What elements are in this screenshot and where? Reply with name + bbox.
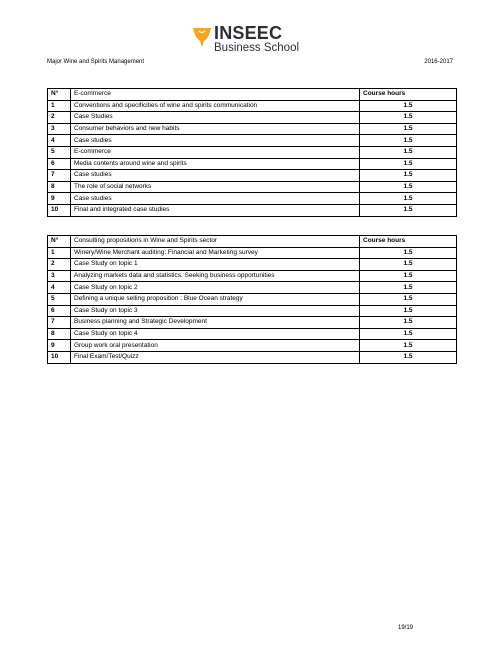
row-number: 9 — [48, 193, 71, 205]
row-topic: Conventions and specificities of wine and spirits communication — [71, 100, 360, 112]
row-topic: Case Study on topic 4 — [71, 328, 360, 340]
row-number: 3 — [48, 123, 71, 135]
page-number: 19/19 — [398, 625, 414, 631]
row-topic: Case Study on topic 3 — [71, 305, 360, 317]
row-hours: 1.5 — [360, 340, 457, 352]
column-header-number: N° — [48, 236, 71, 248]
table-row — [48, 135, 457, 147]
table-row — [48, 193, 457, 205]
row-number: 6 — [48, 305, 71, 317]
row-hours: 1.5 — [360, 293, 457, 305]
row-hours: 1.5 — [360, 123, 457, 135]
inseec-logo — [190, 23, 315, 56]
row-hours: 1.5 — [360, 328, 457, 340]
row-topic: Consumer behaviors and new habits — [71, 123, 360, 135]
column-header-number: N° — [48, 89, 71, 101]
table-row — [48, 305, 457, 317]
row-hours: 1.5 — [360, 181, 457, 193]
table-row — [48, 247, 457, 259]
table-row — [48, 270, 457, 282]
row-hours: 1.5 — [360, 170, 457, 182]
table-row — [48, 340, 457, 352]
table-row — [48, 259, 457, 271]
row-topic: Defining a unique selling proposition : Blue Ocean strategy — [71, 293, 360, 305]
column-header-topic: E-commerce — [71, 89, 360, 101]
row-number: 7 — [48, 170, 71, 182]
table-row — [48, 282, 457, 294]
row-number: 2 — [48, 112, 71, 124]
logo-title: INSEEC — [214, 23, 283, 43]
row-hours: 1.5 — [360, 193, 457, 205]
row-number: 4 — [48, 135, 71, 147]
row-topic: Final Exam/Test/Quizz — [71, 351, 360, 363]
row-hours: 1.5 — [360, 146, 457, 158]
table-row — [48, 170, 457, 182]
row-number: 2 — [48, 259, 71, 271]
row-number: 5 — [48, 146, 71, 158]
row-hours: 1.5 — [360, 317, 457, 329]
row-number: 6 — [48, 158, 71, 170]
row-topic: Analyzing markets data and statistics. Seeking business opportunities — [71, 270, 360, 282]
row-hours: 1.5 — [360, 135, 457, 147]
column-header-hours: Course hours — [360, 89, 457, 101]
row-topic: Group work oral presentation — [71, 340, 360, 352]
row-number: 4 — [48, 282, 71, 294]
row-hours: 1.5 — [360, 259, 457, 271]
row-hours: 1.5 — [360, 270, 457, 282]
table-row — [48, 293, 457, 305]
row-number: 10 — [48, 351, 71, 363]
ginkgo-leaf-icon — [190, 26, 214, 48]
table-row — [48, 351, 457, 363]
row-topic: The role of social networks — [71, 181, 360, 193]
row-topic: Media contents around wine and spirits — [71, 158, 360, 170]
row-number: 1 — [48, 247, 71, 259]
row-hours: 1.5 — [360, 204, 457, 216]
row-number: 8 — [48, 181, 71, 193]
row-hours: 1.5 — [360, 305, 457, 317]
column-header-hours: Course hours — [360, 236, 457, 248]
row-topic: Winery/Wine Merchant auditing: Financial and Marketing survey — [71, 247, 360, 259]
row-hours: 1.5 — [360, 351, 457, 363]
row-number: 10 — [48, 204, 71, 216]
logo-subtitle: Business School — [214, 42, 300, 54]
table-header-row — [48, 236, 457, 248]
row-topic: Final and integrated case studies — [71, 204, 360, 216]
document-header-title: Major Wine and Spirits Management — [47, 59, 145, 65]
row-topic: Case Study on topic 2 — [71, 282, 360, 294]
document-header-year: 2016-2017 — [424, 59, 453, 65]
row-hours: 1.5 — [360, 282, 457, 294]
row-topic: Case Study on topic 1 — [71, 259, 360, 271]
row-topic: Case studies — [71, 170, 360, 182]
row-number: 5 — [48, 293, 71, 305]
row-hours: 1.5 — [360, 158, 457, 170]
table-row — [48, 146, 457, 158]
row-hours: 1.5 — [360, 100, 457, 112]
row-number: 1 — [48, 100, 71, 112]
consulting-course-table — [47, 235, 457, 364]
row-topic: Case studies — [71, 193, 360, 205]
table-row — [48, 123, 457, 135]
row-topic: Case Studies — [71, 112, 360, 124]
row-number: 3 — [48, 270, 71, 282]
row-number: 8 — [48, 328, 71, 340]
row-hours: 1.5 — [360, 247, 457, 259]
row-number: 7 — [48, 317, 71, 329]
table-header-row — [48, 89, 457, 101]
ecommerce-course-table — [47, 88, 457, 217]
table-row — [48, 204, 457, 216]
column-header-topic: Consulting propositions in Wine and Spirits sector — [71, 236, 360, 248]
row-hours: 1.5 — [360, 112, 457, 124]
table-row — [48, 328, 457, 340]
row-topic: E-commerce — [71, 146, 360, 158]
table-row — [48, 112, 457, 124]
row-number: 9 — [48, 340, 71, 352]
table-row — [48, 158, 457, 170]
table-row — [48, 181, 457, 193]
row-topic: Case studies — [71, 135, 360, 147]
table-row — [48, 100, 457, 112]
table-row — [48, 317, 457, 329]
row-topic: Business planning and Strategic Development — [71, 317, 360, 329]
